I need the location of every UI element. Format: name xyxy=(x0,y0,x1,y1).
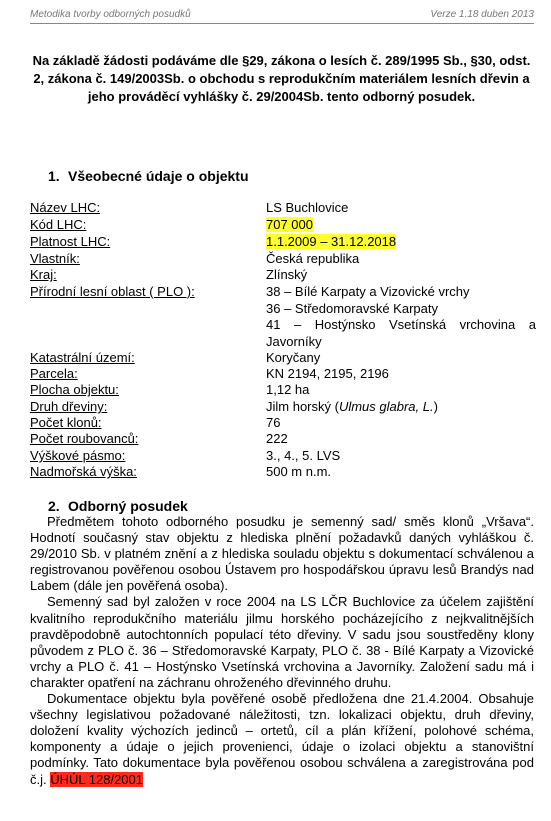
header-document-title: Metodika tvorby odborných posudků xyxy=(30,9,191,20)
info-label: Počet klonů: xyxy=(30,415,102,430)
info-value-highlighted: 1.1.2009 – 31.12.2018 xyxy=(266,234,397,249)
info-value: Česká republika xyxy=(266,251,360,266)
info-label: Platnost LHC: xyxy=(30,234,111,249)
info-label: Vlastník: xyxy=(30,251,80,266)
species-name: Jilm horský ( xyxy=(266,399,339,414)
info-label: Nadmořská výška: xyxy=(30,464,137,479)
paragraph xyxy=(30,691,534,788)
section2-heading xyxy=(48,498,188,514)
page-header xyxy=(30,8,534,24)
info-value xyxy=(266,399,536,416)
info-value-highlighted: 707 000 xyxy=(266,217,313,232)
paragraph: Semenný sad byl založen v roce 2004 na LS LČR Buchlovice za účelem zajištění kvalitního reprodukčního materiálu jilmu horského pocházejícího z nejkvalitnějších pravděpodobně autochtonních populací této dřeviny. V sadu jsou soustředěny klony původem z PLO č. 36 – Středomoravské Karpaty, PLO č. 38 - Bílé Karpaty a Vizovické vrchy a PLO č. 41 – Hostýnsko Vsetínská vrchovina a Javorníky. Založení sadu má i charakter opatření na záchranu ohroženého dřevinného druhu. xyxy=(30,594,534,690)
registration-number: ÚHÚL 128/2001 xyxy=(50,771,143,787)
section1-heading xyxy=(48,168,249,184)
info-value: Zlínský xyxy=(266,267,308,282)
info-label: Parcela: xyxy=(30,366,78,381)
paragraph: Předmětem tohoto odborného posudku je semenný sad/ směs klonů „Vršava“. Hodnotí současný stav objektu z hlediska plnění požadavků daných vyhláškou č. 29/2010 Sb. v platném znění a z hlediska souladu objektu s dokumentací schválenou a registrovanou pověřenou osobou Ústavem pro hospodářskou úpravu lesů Brandýs nad Labem (dále jen pověřená osoba). xyxy=(30,514,534,594)
info-value: 3., 4., 5. LVS xyxy=(266,448,341,463)
species-latin-name: Ulmus glabra, L. xyxy=(338,399,434,414)
species-name-close: ) xyxy=(433,399,438,414)
info-value: KN 2194, 2195, 2196 xyxy=(266,366,389,381)
plo-value: 41 – Hostýnsko Vsetínská vrchovina a Javorníky xyxy=(266,317,536,349)
paragraph-text: Dokumentace objektu byla pověřené osobě předložena dne 21.4.2004. Obsahuje všechny legislativou požadované náležitosti, tzn. lokalizaci objektu, druh dřeviny, doložení kvality výchozích jedinců – ortetů, cíl a plán křížení, polohové schéma, komponenty a údaje o jejich provenienci, údaje o izolaci objektu a stanovištní podmínky. Tato dokumentace byla pověřenou osobou schválena a zaregistrována pod č.j. xyxy=(30,691,534,787)
section1-title: Všeobecné údaje o objektu xyxy=(68,168,249,184)
section2-body xyxy=(30,514,534,788)
info-value: Koryčany xyxy=(266,350,321,365)
plo-value: 36 – Středomoravské Karpaty xyxy=(266,300,438,316)
info-value: LS Buchlovice xyxy=(266,200,349,215)
info-label: Kód LHC: xyxy=(30,217,87,232)
info-value: 76 xyxy=(266,415,281,430)
info-label: Název LHC: xyxy=(30,200,101,215)
info-label: Katastrální území: xyxy=(30,350,135,365)
plo-value: 38 – Bílé Karpaty a Vizovické vrchy xyxy=(266,284,470,299)
info-label: Plocha objektu: xyxy=(30,382,119,397)
info-label: Přírodní lesní oblast ( PLO ): xyxy=(30,284,195,299)
intro-statement: Na základě žádosti podáváme dle §29, zákona o lesích č. 289/1995 Sb., §30, odst. 2, zákona č. 149/2003Sb. o obchodu s reprodukčním materiálem lesních dřevin a jeho prováděcí vyhlášky č. 29/2004Sb. tento odborný posudek. xyxy=(32,53,531,104)
info-label: Výškové pásmo: xyxy=(30,448,126,463)
info-value: 222 xyxy=(266,431,288,446)
info-label: Kraj: xyxy=(30,267,57,282)
section1-number: 1. xyxy=(48,168,60,184)
info-label: Počet roubovanců: xyxy=(30,431,139,446)
info-label: Druh dřeviny: xyxy=(30,399,108,414)
info-value: 1,12 ha xyxy=(266,382,310,397)
section2-number: 2. xyxy=(48,498,60,514)
info-value: 500 m n.m. xyxy=(266,464,332,479)
header-version: Verze 1.18 duben 2013 xyxy=(430,9,534,20)
section2-title: Odborný posudek xyxy=(68,498,188,514)
